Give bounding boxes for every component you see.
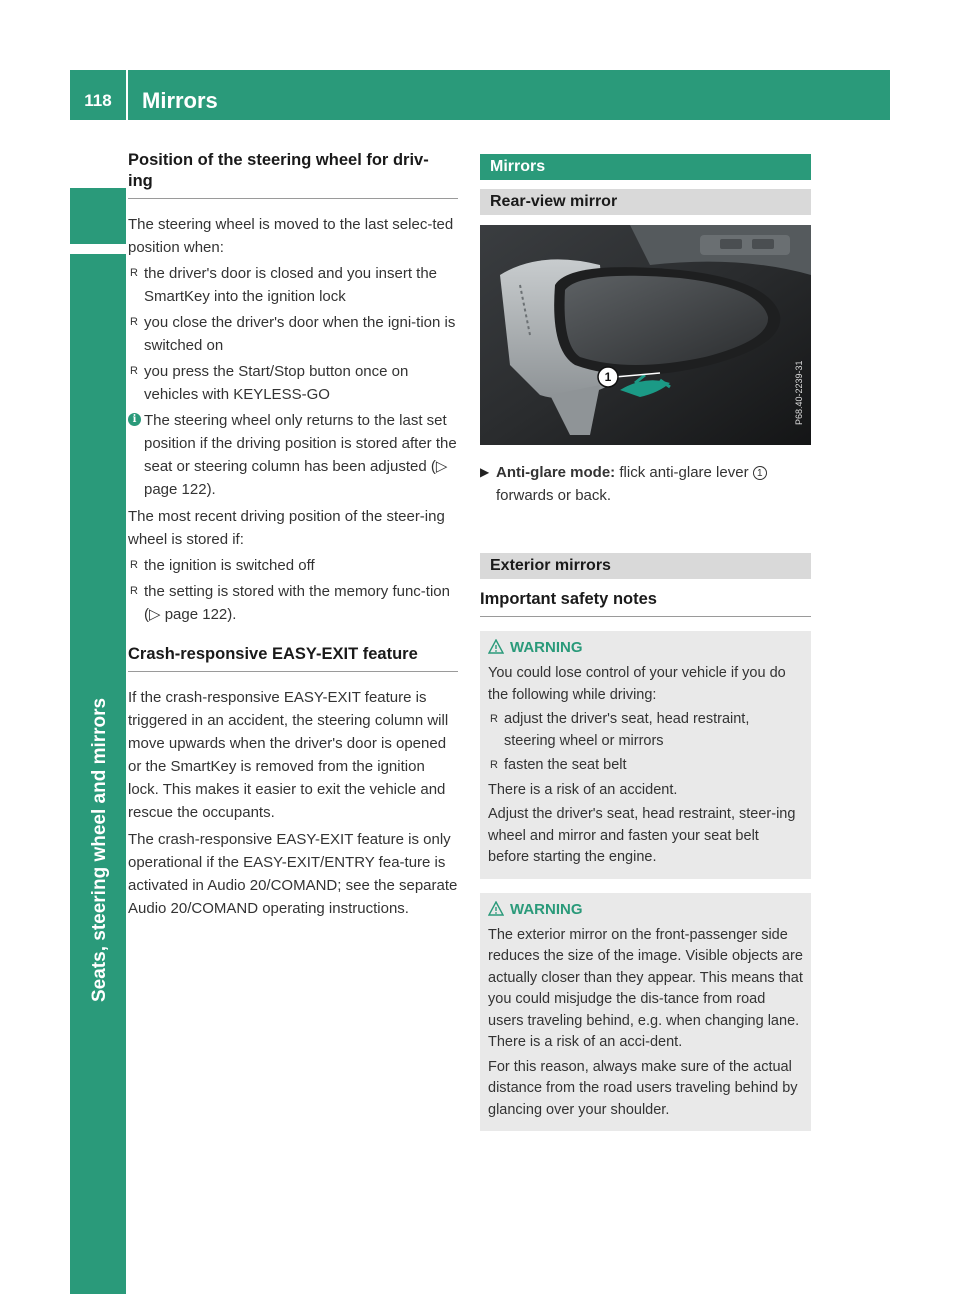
warning-box-1 <box>480 631 811 879</box>
rearview-mirror-photo <box>480 225 811 445</box>
list-item: R the driver's door is closed and you insert the SmartKey into the ignition lock <box>128 262 458 308</box>
page-header <box>70 70 890 120</box>
bullet-icon: R <box>130 585 138 597</box>
list-item: R the ignition is switched off <box>128 554 458 577</box>
bullet-icon: R <box>490 713 498 725</box>
side-tab-label: Seats, steering wheel and mirrors <box>89 697 110 1002</box>
list-item: R the setting is stored with the memory func-tion (▷ page 122). <box>128 580 458 626</box>
action-label: Anti-glare mode: <box>496 464 616 481</box>
callout-1-icon: 1 <box>753 466 767 480</box>
warning-icon <box>488 639 504 655</box>
bullet-icon: R <box>130 559 138 571</box>
warning1-intro: You could lose control of your vehicle if you do the following while driving: <box>488 665 786 703</box>
stored-bullets <box>128 554 458 626</box>
photo-callout: 1 <box>604 370 612 384</box>
bullet-icon: R <box>130 316 138 328</box>
bullet-icon: R <box>130 267 138 279</box>
easy-exit-para-2: The crash-responsive EASY-EXIT feature is only operational if the EASY-EXIT/ENTRY fea-ture is activated in Audio 20/COMAND; see the separate Audio 20/COMAND operating instructions. <box>128 831 458 917</box>
bullet-icon: R <box>130 365 138 377</box>
list-item: R adjust the driver's seat, head restraint, steering wheel or mirrors <box>490 711 750 749</box>
warning2-para-1: The exterior mirror on the front-passenger side reduces the size of the image. Visible objects are actually closer than they appear. This means that you could misjudge the dis-tance from road users traveling behind, e.g. when changing lane. There is a risk of an acci-dent. <box>488 926 803 1050</box>
warning-box-2 <box>480 893 811 1132</box>
steering-bullets <box>128 262 458 406</box>
warning2-para-2: For this reason, always make sure of the actual distance from the road users traveling behind by glancing over your shoulder. <box>488 1058 798 1118</box>
header-divider <box>126 70 128 120</box>
warning-title: WARNING <box>488 899 803 921</box>
safety-notes-heading: Important safety notes <box>480 589 811 617</box>
info-icon: i <box>128 413 141 426</box>
warning1-advice: Adjust the driver's seat, head restraint, steer-ing wheel and mirror and fasten your seat belt before starting the engine. <box>488 806 796 865</box>
heading-line-2: ing <box>128 172 153 190</box>
side-tab-marker <box>70 188 126 244</box>
left-column <box>128 150 458 920</box>
bullet-icon: R <box>490 759 498 771</box>
warning-icon <box>488 901 504 917</box>
easy-exit-heading: Crash-responsive EASY-EXIT feature <box>128 644 458 672</box>
steering-position-heading <box>128 150 458 199</box>
exterior-subheading: Exterior mirrors <box>480 553 811 579</box>
right-column <box>480 154 811 1131</box>
heading-line-1: Position of the steering wheel for driv- <box>128 151 429 169</box>
mirrors-section-bar: Mirrors <box>480 154 811 180</box>
list-item: R fasten the seat belt <box>488 755 803 777</box>
info-note: i The steering wheel only returns to the last set position if the driving position is stored after the seat or steering column has been adjusted (▷ page 122). <box>128 409 458 501</box>
action-text-end: forwards or back. <box>496 487 612 504</box>
action-text: flick anti-glare lever <box>619 464 749 481</box>
image-code: P68.40-2239-31 <box>794 360 804 425</box>
section-title: Mirrors <box>142 88 218 113</box>
warning1-risk: There is a risk of an accident. <box>488 781 678 798</box>
rearview-subheading: Rear-view mirror <box>480 189 811 215</box>
anti-glare-instruction <box>480 461 811 507</box>
action-arrow-icon: ▶ <box>480 465 490 479</box>
steering-intro: The steering wheel is moved to the last selec-ted position when: <box>128 216 454 256</box>
list-item: R you press the Start/Stop button once on vehicles with KEYLESS-GO <box>128 360 458 406</box>
stored-intro: The most recent driving position of the steer-ing wheel is stored if: <box>128 508 445 548</box>
warning1-bullets <box>488 709 803 777</box>
easy-exit-para-1: If the crash-responsive EASY-EXIT feature is triggered in an accident, the steering column will move upwards when the driver's door is opened or the SmartKey is removed from the ignition lock. This makes it easier to exit the vehicle and rescue the occupants. <box>128 689 449 821</box>
page-number: 118 <box>84 91 112 110</box>
list-item: R you close the driver's door when the igni-tion is switched on <box>128 311 458 357</box>
warning-title: WARNING <box>488 637 803 659</box>
